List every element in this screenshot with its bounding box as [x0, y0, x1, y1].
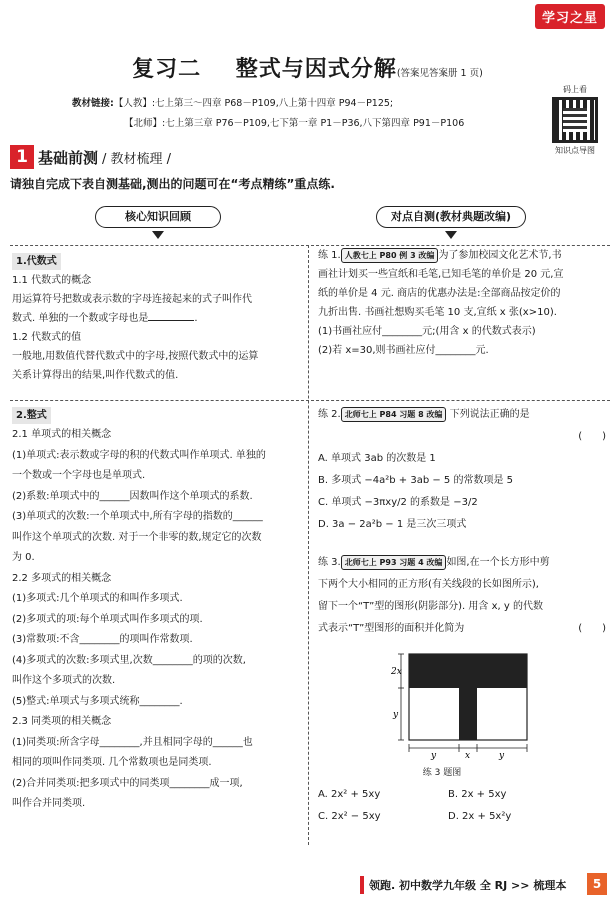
exercise-number: 练 2. [318, 409, 341, 420]
text-line: 九折出售. 书画社想购买毛笔 10 支,宣纸 x 张(x>10). [318, 307, 557, 318]
block-polynomial [12, 406, 307, 815]
option-c[interactable]: C. 2x² − 5xy [318, 811, 381, 822]
text-line: 一个数或一个字母也是单项式. [12, 470, 146, 481]
exercise-number: 练 1. [318, 250, 341, 261]
text-line: . [194, 313, 198, 324]
text-line: 下两个大小相同的正方形(有关线段的长如图所示), [318, 579, 539, 590]
section-title: 基础前测 [38, 148, 99, 167]
text-line: 1.1 代数式的概念 [12, 275, 92, 286]
text-line: (1)书画社应付________元;(用含 x 的代数式表示) [318, 326, 536, 337]
label-2x: 2x [391, 667, 402, 677]
section-header [10, 145, 171, 169]
text-line: 留下一个“T”型的图形(阴影部分). 用含 x, y 的代数 [318, 601, 543, 612]
answer-paren[interactable]: ( ) [578, 431, 606, 442]
text-line: (2)若 x=30,则书画社应付________元. [318, 345, 489, 356]
links-bs: 【北师】:七上第三章 P76－P109,七下第一章 P1－P36,八下第四章 P91－P106 [124, 118, 465, 129]
text-line: 为 0. [12, 552, 35, 563]
block-algebraic-expr [12, 252, 307, 385]
t-stem [459, 688, 477, 740]
footer-text: 领跑. 初中数学九年级 全 RJ >> 梳理本 [369, 879, 567, 892]
source-tag: 人教七上 P80 例 3 改编 [341, 248, 439, 263]
exercise-1 [318, 246, 606, 360]
text-line: (2)合并同类项:把多项式中的同类项________成一项, [12, 777, 243, 789]
qr-code-icon[interactable] [552, 97, 598, 143]
text-line: 2.1 单项式的相关概念 [12, 429, 112, 440]
exercise-2 [318, 404, 606, 536]
block-head: 2.整式 [12, 407, 51, 424]
text-line: 相同的项叫作同类项. 几个常数项也是同类项. [12, 757, 212, 768]
text-line: 叫作这个多项式的次数. [12, 675, 116, 686]
section-number: 1 [10, 145, 34, 169]
text-line: (2)多项式的项:每个单项式叫作多项式的项. [12, 613, 203, 625]
textbook-links [72, 94, 464, 134]
text-line: 画社计划买一些宣纸和毛笔,已知毛笔的单价是 20 元,宣 [318, 269, 564, 280]
title-main: 复习二 整式与因式分解 [132, 57, 397, 82]
option-a[interactable]: A. 单项式 3ab 的次数是 1 [318, 453, 436, 464]
text-line: 关系计算得出的结果,叫作代数式的值. [12, 370, 179, 381]
question-stem: 下列说法正确的是 [449, 409, 530, 420]
text-line: (2)系数:单项式中的______因数叫作这个单项式的系数. [12, 490, 253, 502]
block-head: 1.代数式 [12, 253, 61, 270]
text-line: (3)单项式的次数:一个单项式中,所有字母的指数的______ [12, 511, 263, 522]
option-b[interactable]: B. 2x + 5xy [448, 789, 507, 800]
instruction: 请独自完成下表自测基础,测出的问题可在“考点精练”重点练. [10, 177, 335, 191]
option-b[interactable]: B. 多项式 −4a²b + 3ab − 5 的常数项是 5 [318, 475, 514, 486]
text-line: 叫作这个单项式的次数. 对于一个非零的数,规定它的次数 [12, 531, 262, 543]
text-line: 叫作合并同类项. [12, 798, 86, 809]
answer-blank[interactable] [148, 310, 194, 321]
label-y-bottom-2: y [499, 751, 505, 761]
text-line: (3)常数项:不含________的项叫作常数项. [12, 634, 193, 645]
text-line: 用运算符号把数或表示数的字母连接起来的式子叫作代 [12, 294, 252, 305]
arrow-down-icon [152, 231, 164, 239]
divider [10, 400, 610, 401]
text-line: (1)单项式:表示数或字母的积的代数式叫作单项式. 单独的 [12, 449, 266, 461]
text-line: 1.2 代数式的值 [12, 332, 82, 343]
links-rj: 【人教】:七上第三～四章 P68－P109,八上第十四章 P94－P125; [113, 98, 394, 109]
exercise-3 [318, 552, 606, 640]
source-tag: 北师七上 P84 习题 8 改编 [341, 407, 447, 422]
qr-bottom-label: 知识点导图 [555, 146, 595, 155]
t-shape-figure [391, 650, 535, 761]
text-line: 2.2 多项式的相关概念 [12, 572, 112, 584]
text-line: (5)整式:单项式与多项式统称________. [12, 695, 183, 707]
text-line: 如图,在一个长方形中剪 [446, 557, 550, 568]
footer-bar [360, 876, 364, 894]
page-title [0, 52, 615, 83]
text-line: 2.3 同类项的相关概念 [12, 716, 112, 727]
text-line: 式表示“T”型图形的面积并化简为 [318, 623, 465, 634]
pill-self-test: 对点自测(教材典题改编) [376, 206, 526, 228]
text-line: (4)多项式的次数:多项式里,次数________的项的次数, [12, 654, 246, 666]
label-x-bottom: x [465, 751, 471, 761]
option-d[interactable]: D. 2x + 5x²y [448, 811, 512, 822]
option-c[interactable]: C. 单项式 −3πxy/2 的系数是 −3/2 [318, 497, 478, 508]
links-label: 教材链接: [72, 98, 114, 109]
footer [360, 876, 566, 894]
title-sub: (答案见答案册 1 页) [396, 68, 483, 79]
answer-paren[interactable]: ( ) [578, 623, 606, 634]
option-d[interactable]: D. 3a − 2a²b − 1 是三次三项式 [318, 519, 467, 530]
source-tag: 北师七上 P93 习题 4 改编 [341, 555, 447, 570]
pill-core-knowledge: 核心知识回顾 [95, 206, 221, 228]
qr-block[interactable] [547, 84, 603, 156]
option-a[interactable]: A. 2x² + 5xy [318, 789, 381, 800]
brand-logo: 学习之星 [535, 4, 605, 29]
text-line: 纸的单价是 4 元. 商店的优惠办法是:全部商品按定价的 [318, 288, 561, 299]
text-line: (1)多项式:几个单项式的和叫作多项式. [12, 593, 183, 604]
t-top-bar [409, 654, 527, 688]
exercise-number: 练 3. [318, 557, 341, 568]
section-subtitle: / 教材梳理 / [102, 151, 172, 167]
column-divider [308, 245, 309, 845]
qr-top-label: 码上看 [563, 85, 587, 94]
exercise-3-options [318, 762, 606, 828]
page-number: 5 [587, 873, 607, 895]
text-line: 为了参加校园文化艺术节,书 [438, 250, 562, 261]
text-line: 数式. 单独的一个数或字母也是 [12, 313, 149, 324]
label-y-left: y [393, 710, 399, 720]
label-y-bottom-1: y [431, 751, 437, 761]
text-line: (1)同类项:所含字母________,并且相同字母的______也 [12, 736, 253, 748]
text-line: 一般地,用数值代替代数式中的字母,按照代数式中的运算 [12, 351, 259, 362]
arrow-down-icon [445, 231, 457, 239]
figure-caption: 练 3 题图 [422, 768, 462, 778]
